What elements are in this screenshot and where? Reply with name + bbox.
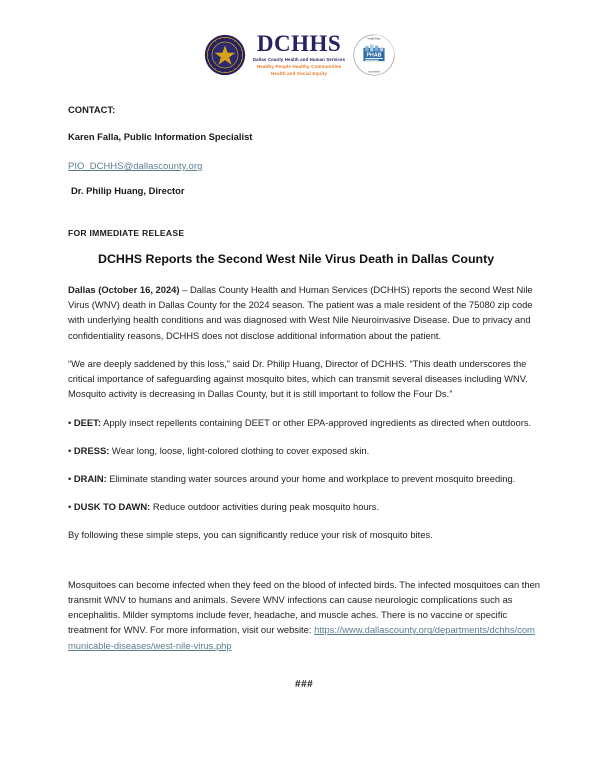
contact-name-title: Karen Falla, Public Information Specialist xyxy=(68,130,253,142)
tagline-line-2: Health and Social Equity xyxy=(270,71,327,77)
west-nile-info-link[interactable]: https://www.dallascounty.org/departments/dchhs/communicable-diseases/west-nile-virus.php xyxy=(68,624,535,651)
four-ds-term: DRESS: xyxy=(73,444,110,456)
four-ds-item-deet xyxy=(68,415,540,430)
four-ds-term: DUSK TO DAWN: xyxy=(73,501,151,513)
press-release-headline: DCHHS Reports the Second West Nile Virus Death in Dallas County xyxy=(98,251,495,266)
four-ds-item-dress xyxy=(68,443,540,458)
four-ds-text: Apply insect repellents containing DEET or other EPA-approved ingredients as directed when outdoors. xyxy=(101,416,532,428)
dateline: Dallas (October 16, 2024) xyxy=(68,283,180,295)
phab-bottom-label: Accredited xyxy=(368,70,380,74)
four-ds-term: DEET: xyxy=(73,416,101,428)
bullet-marker: • xyxy=(68,416,72,428)
immediate-release-label: FOR IMMEDIATE RELEASE xyxy=(68,227,185,238)
wordmark-title: DCHHS xyxy=(256,31,342,56)
wordmark-tagline xyxy=(257,64,342,77)
wordmark-subtitle: Dallas County Health and Human Services xyxy=(252,56,346,62)
quote-paragraph: “We are deeply saddened by this loss,” said Dr. Philip Huang, Director of DCHHS. “This death underscores the critical importance of safeguarding against mosquito bites, which can transmit several diseases including WNV. Mosquito activity is decreasing in Dallas County, but it is still important to follow the Four Ds.” xyxy=(68,357,528,400)
bullet-marker: • xyxy=(68,444,72,456)
contact-email-link[interactable]: PIO_DCHHS@dallascounty.org xyxy=(68,159,203,171)
contact-block xyxy=(68,102,540,198)
letterhead xyxy=(0,0,600,84)
contact-label: CONTACT: xyxy=(68,103,116,115)
lede-paragraph xyxy=(68,282,540,343)
dchhs-wordmark xyxy=(253,32,345,78)
info-text: Mosquitoes can become infected when they feed on the blood of infected birds. The infected mosquitoes can then transmit WNV to humans and animals. Severe WNV infections can cause neurologic complications such as encephalitis. Milder symptoms include fever, headache, and muscle aches. There is no vaccine or specific treatment for WNV. For more information, visit our website: xyxy=(68,578,541,636)
four-ds-text: Wear long, loose, light-colored clothing to cover exposed skin. xyxy=(109,444,370,456)
four-ds-item-drain xyxy=(68,471,540,486)
four-ds-text: Reduce outdoor activities during peak mosquito hours. xyxy=(150,501,380,513)
closing-tip-paragraph: By following these simple steps, you can significantly reduce your risk of mosquito bites. xyxy=(68,529,433,541)
four-ds-term: DRAIN: xyxy=(73,472,107,484)
four-ds-text: Eliminate standing water sources around your home and workplace to prevent mosquito breeding. xyxy=(106,472,516,484)
lede-text: – Dallas County Health and Human Services (DCHHS) reports the second West Nile Virus (WNV) death in Dallas County for the 2024 season. The patient was a male resident of the 75080 zip code with underlying health conditions and was diagnosed with West Nile Neuroinvasive Disease. Due to privacy and confidentiality reasons, DCHHS does not disclose additional information about the patient. xyxy=(68,283,533,341)
phab-top-label: Health Dept xyxy=(367,37,381,41)
phab-accreditation-badge-icon xyxy=(352,33,396,77)
contact-director: Dr. Philip Huang, Director xyxy=(71,184,185,196)
svg-text:PHAB: PHAB xyxy=(366,52,382,59)
info-paragraph xyxy=(68,577,540,653)
document-body xyxy=(0,102,600,690)
tagline-line-1: Healthy People Healthy Communities xyxy=(256,64,342,70)
bullet-marker: • xyxy=(68,472,72,484)
bullet-marker: • xyxy=(68,501,72,513)
four-ds-item-dusk-to-dawn xyxy=(68,499,540,514)
end-mark: ### xyxy=(294,678,314,690)
dchhs-logo-lockup xyxy=(204,32,396,78)
dallas-county-seal-icon xyxy=(204,34,246,76)
